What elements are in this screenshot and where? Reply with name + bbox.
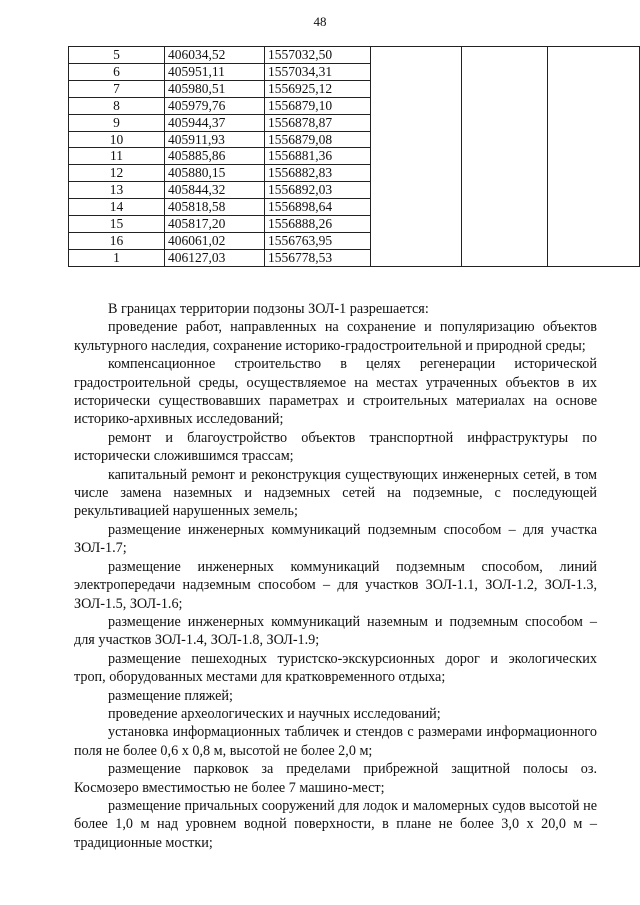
table-cell: 405844,32 [165,182,265,199]
table-cell: 405817,20 [165,216,265,233]
table-cell: 406061,02 [165,232,265,249]
table-cell: 15 [69,216,165,233]
table-cell: 405880,15 [165,165,265,182]
table-cell: 1556881,36 [265,148,371,165]
table-cell: 405885,86 [165,148,265,165]
table-cell: 406034,52 [165,47,265,64]
table-cell: 12 [69,165,165,182]
paragraph: размещение инженерных коммуникаций наземным и подземным способом – для участков ЗОЛ-1.4, ЗОЛ-1.8, ЗОЛ-1.9; [74,613,597,649]
paragraph: капитальный ремонт и реконструкция существующих инженерных сетей, в том числе замена наземных и надземных сетей на подземные, с последующей рекультивацией нарушенных земель; [74,466,597,520]
page-number: 48 [313,14,327,29]
table-cell: 406127,03 [165,249,265,266]
paragraph: размещение пешеходных туристско-экскурсионных дорог и экологических троп, оборудованных местами для кратковременного отдыха; [74,650,597,686]
paragraph: проведение работ, направленных на сохранение и популяризацию объектов культурного наследия, сохранение историко-градостроительной и природной среды; [74,319,597,354]
table-cell: 1557032,50 [265,47,371,64]
empty-table-cell [548,47,640,267]
table-cell: 1556898,64 [265,199,371,216]
empty-table-cell [462,47,548,267]
table-cell: 14 [69,199,165,216]
paragraph: размещение пляжей; [108,687,233,704]
table-cell: 1556888,26 [265,216,371,233]
paragraph: проведение археологических и научных исследований; [108,705,441,722]
table-cell: 1556882,83 [265,165,371,182]
table-cell: 1556763,95 [265,232,371,249]
table-cell: 11 [69,148,165,165]
table-cell: 6 [69,63,165,80]
empty-table-cell [371,47,462,267]
table-cell: 1556925,12 [265,80,371,97]
table-cell: 1556778,53 [265,249,371,266]
paragraph: размещение инженерных коммуникаций подземным способом – для участка ЗОЛ-1.7; [74,521,597,557]
table-cell: 10 [69,131,165,148]
table-cell: 9 [69,114,165,131]
paragraph: В границах территории подзоны ЗОЛ-1 разрешается: [108,301,429,317]
table-cell: 16 [69,232,165,249]
table-cell: 405818,58 [165,199,265,216]
table-cell: 405911,93 [165,131,265,148]
table-cell: 405980,51 [165,80,265,97]
table-row [69,47,640,64]
table-cell: 405979,76 [165,97,265,114]
table-cell: 1556878,87 [265,114,371,131]
coordinates-table [68,46,640,267]
paragraph: установка информационных табличек и стендов с размерами информационного поля не более 0,6 х 0,8 м, высотой не более 2,0 м; [74,724,597,759]
table-cell: 8 [69,97,165,114]
paragraph: размещение инженерных коммуникаций подземным способом, линий электропередачи надземным способом – для участков ЗОЛ-1.1, ЗОЛ-1.2, ЗОЛ-1.3, ЗОЛ-1.5, ЗОЛ-1.6; [74,558,597,612]
document-body [74,300,597,852]
paragraph: размещение парковок за пределами прибрежной защитной полосы оз. Космозеро вместимостью не более 7 машино-мест; [74,761,597,796]
paragraph: размещение причальных сооружений для лодок и маломерных судов высотой не более 1,0 м над уровнем водной поверхности, в плане не более 3,0 х 20,0 м – традиционные мостки; [74,797,597,851]
table-cell: 405944,37 [165,114,265,131]
table-cell: 13 [69,182,165,199]
table-cell: 1556879,10 [265,97,371,114]
paragraph: компенсационное строительство в целях регенерации исторической градостроительной среды, осуществляемое на местах утраченных объектов в их исторически существовавших параметрах и строительных материалах на основе историко-архивных исследований; [74,356,597,428]
table-cell: 405951,11 [165,63,265,80]
table-cell: 1 [69,249,165,266]
table-cell: 1556879,08 [265,131,371,148]
paragraph: ремонт и благоустройство объектов транспортной инфраструктуры по исторически сложившимся трассам; [74,429,597,465]
table-cell: 1556892,03 [265,182,371,199]
table-cell: 7 [69,80,165,97]
table-cell: 5 [69,47,165,64]
table-cell: 1557034,31 [265,63,371,80]
